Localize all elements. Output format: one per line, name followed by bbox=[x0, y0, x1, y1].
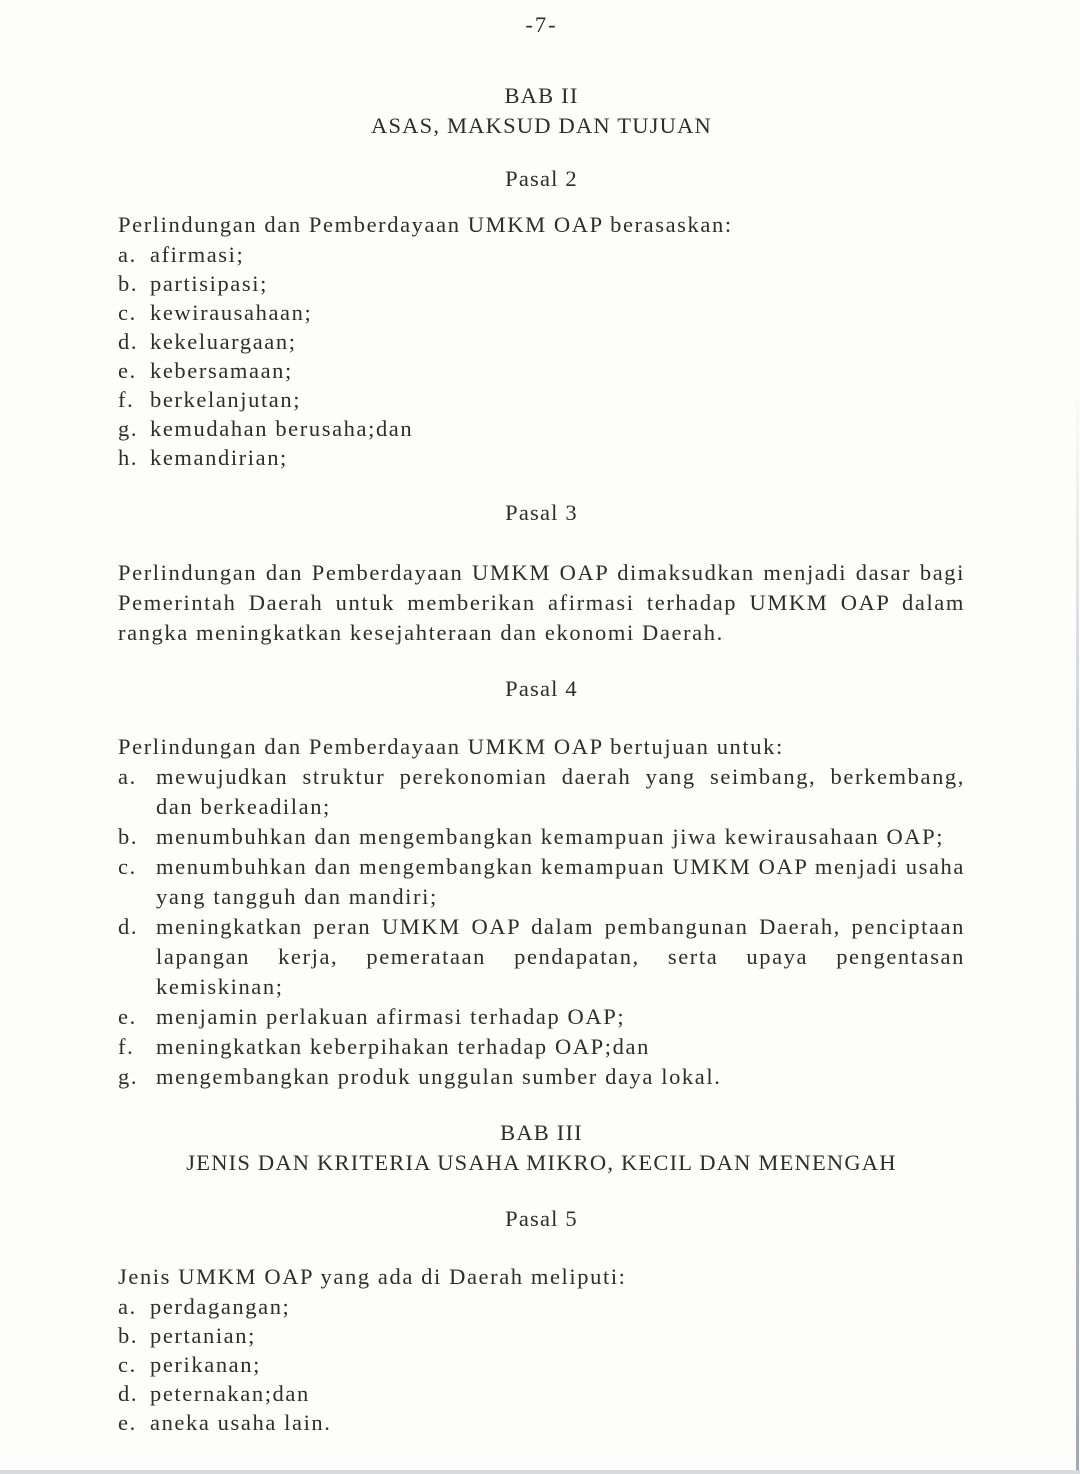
list-item-label: d. bbox=[118, 329, 139, 354]
list-item-text: menumbuhkan dan mengembangkan kemampuan UMKM OAP menjadi usaha yang tangguh dan mandiri; bbox=[156, 854, 965, 909]
list-item-text: partisipasi; bbox=[150, 271, 268, 296]
list-item-text: meningkatkan peran UMKM OAP dalam pembangunan Daerah, penciptaan lapangan kerja, pemerataan pendapatan, serta upaya pengentasan kemiskinan; bbox=[156, 914, 965, 999]
list-item-label: a. bbox=[118, 242, 137, 267]
pasal2-title: Pasal 2 bbox=[505, 166, 578, 191]
list-item-label: b. bbox=[118, 1323, 139, 1348]
list-item-label: b. bbox=[118, 824, 139, 849]
list-item-text: mewujudkan struktur perekonomian daerah yang seimbang, berkembang, dan berkeadilan; bbox=[156, 764, 965, 819]
scan-edge-right bbox=[1076, 0, 1079, 1474]
pasal5-intro: Jenis UMKM OAP yang ada di Daerah meliputi: bbox=[118, 1264, 627, 1289]
list-item bbox=[118, 443, 965, 472]
list-item-text: afirmasi; bbox=[150, 242, 245, 267]
list-item bbox=[118, 1062, 965, 1092]
list-item-label: c. bbox=[118, 300, 137, 325]
list-item-text: kekeluargaan; bbox=[150, 329, 297, 354]
scan-edge-bottom bbox=[0, 1470, 1080, 1474]
list-item bbox=[118, 912, 965, 1002]
chapter-heading-bab3 bbox=[118, 1118, 965, 1178]
list-item-text: berkelanjutan; bbox=[150, 387, 302, 412]
list-item bbox=[118, 385, 965, 414]
list-item bbox=[118, 1032, 965, 1062]
list-item-label: g. bbox=[118, 1064, 139, 1089]
list-item-text: perdagangan; bbox=[150, 1294, 291, 1319]
pasal3-title: Pasal 3 bbox=[505, 500, 578, 525]
page-content bbox=[118, 0, 965, 1437]
list-item bbox=[118, 822, 965, 852]
list-item-text: mengembangkan produk unggulan sumber daya lokal. bbox=[156, 1064, 722, 1089]
pasal4-title: Pasal 4 bbox=[505, 676, 578, 701]
chapter-subtitle: JENIS DAN KRITERIA USAHA MIKRO, KECIL DAN MENENGAH bbox=[186, 1150, 897, 1175]
list-item-label: b. bbox=[118, 271, 139, 296]
list-item-text: menjamin perlakuan afirmasi terhadap OAP; bbox=[156, 1004, 626, 1029]
list-item-label: g. bbox=[118, 416, 139, 441]
page-number: -7- bbox=[525, 12, 558, 37]
list-item-label: c. bbox=[118, 1352, 137, 1377]
list-item-label: e. bbox=[118, 358, 137, 383]
pasal4-list bbox=[118, 762, 965, 1092]
list-item bbox=[118, 852, 965, 912]
list-item-label: a. bbox=[118, 764, 137, 789]
list-item-text: kebersamaan; bbox=[150, 358, 293, 383]
list-item-text: pertanian; bbox=[150, 1323, 256, 1348]
list-item bbox=[118, 1350, 965, 1379]
list-item bbox=[118, 1002, 965, 1032]
list-item-label: e. bbox=[118, 1410, 137, 1435]
list-item-label: c. bbox=[118, 854, 137, 879]
list-item-label: a. bbox=[118, 1294, 137, 1319]
pasal4-intro: Perlindungan dan Pemberdayaan UMKM OAP bertujuan untuk: bbox=[118, 734, 784, 759]
list-item-label: f. bbox=[118, 387, 135, 412]
list-item-text: kewirausahaan; bbox=[150, 300, 313, 325]
list-item bbox=[118, 1408, 965, 1437]
list-item-label: d. bbox=[118, 1381, 139, 1406]
list-item-text: aneka usaha lain. bbox=[150, 1410, 332, 1435]
list-item-text: perikanan; bbox=[150, 1352, 261, 1377]
pasal2-list bbox=[118, 240, 965, 472]
list-item bbox=[118, 1292, 965, 1321]
chapter-title: BAB II bbox=[504, 83, 579, 108]
list-item-text: menumbuhkan dan mengembangkan kemampuan jiwa kewirausahaan OAP; bbox=[156, 824, 945, 849]
list-item-text: kemudahan berusaha;dan bbox=[150, 416, 414, 441]
chapter-subtitle: ASAS, MAKSUD DAN TUJUAN bbox=[371, 113, 712, 138]
list-item-label: h. bbox=[118, 445, 139, 470]
list-item bbox=[118, 1379, 965, 1408]
list-item bbox=[118, 298, 965, 327]
list-item-text: kemandirian; bbox=[150, 445, 288, 470]
list-item bbox=[118, 414, 965, 443]
pasal2-intro: Perlindungan dan Pemberdayaan UMKM OAP berasaskan: bbox=[118, 212, 733, 237]
list-item bbox=[118, 762, 965, 822]
list-item-label: f. bbox=[118, 1034, 135, 1059]
list-item-label: e. bbox=[118, 1004, 137, 1029]
list-item bbox=[118, 1321, 965, 1350]
chapter-title: BAB III bbox=[500, 1120, 583, 1145]
list-item bbox=[118, 269, 965, 298]
list-item bbox=[118, 356, 965, 385]
pasal5-title: Pasal 5 bbox=[505, 1206, 578, 1231]
scan-edge-left bbox=[1, 0, 5, 1474]
list-item bbox=[118, 327, 965, 356]
list-item-label: d. bbox=[118, 914, 139, 939]
pasal5-list bbox=[118, 1292, 965, 1437]
pasal3-body: Perlindungan dan Pemberdayaan UMKM OAP dimaksudkan menjadi dasar bagi Pemerintah Daerah untuk memberikan afirmasi terhadap UMKM OAP dalam rangka meningkatkan kesejahteraan dan ekonomi Daerah. bbox=[118, 560, 965, 645]
list-item-text: peternakan;dan bbox=[150, 1381, 310, 1406]
chapter-heading-bab2 bbox=[118, 81, 965, 141]
list-item-text: meningkatkan keberpihakan terhadap OAP;dan bbox=[156, 1034, 650, 1059]
list-item bbox=[118, 240, 965, 269]
